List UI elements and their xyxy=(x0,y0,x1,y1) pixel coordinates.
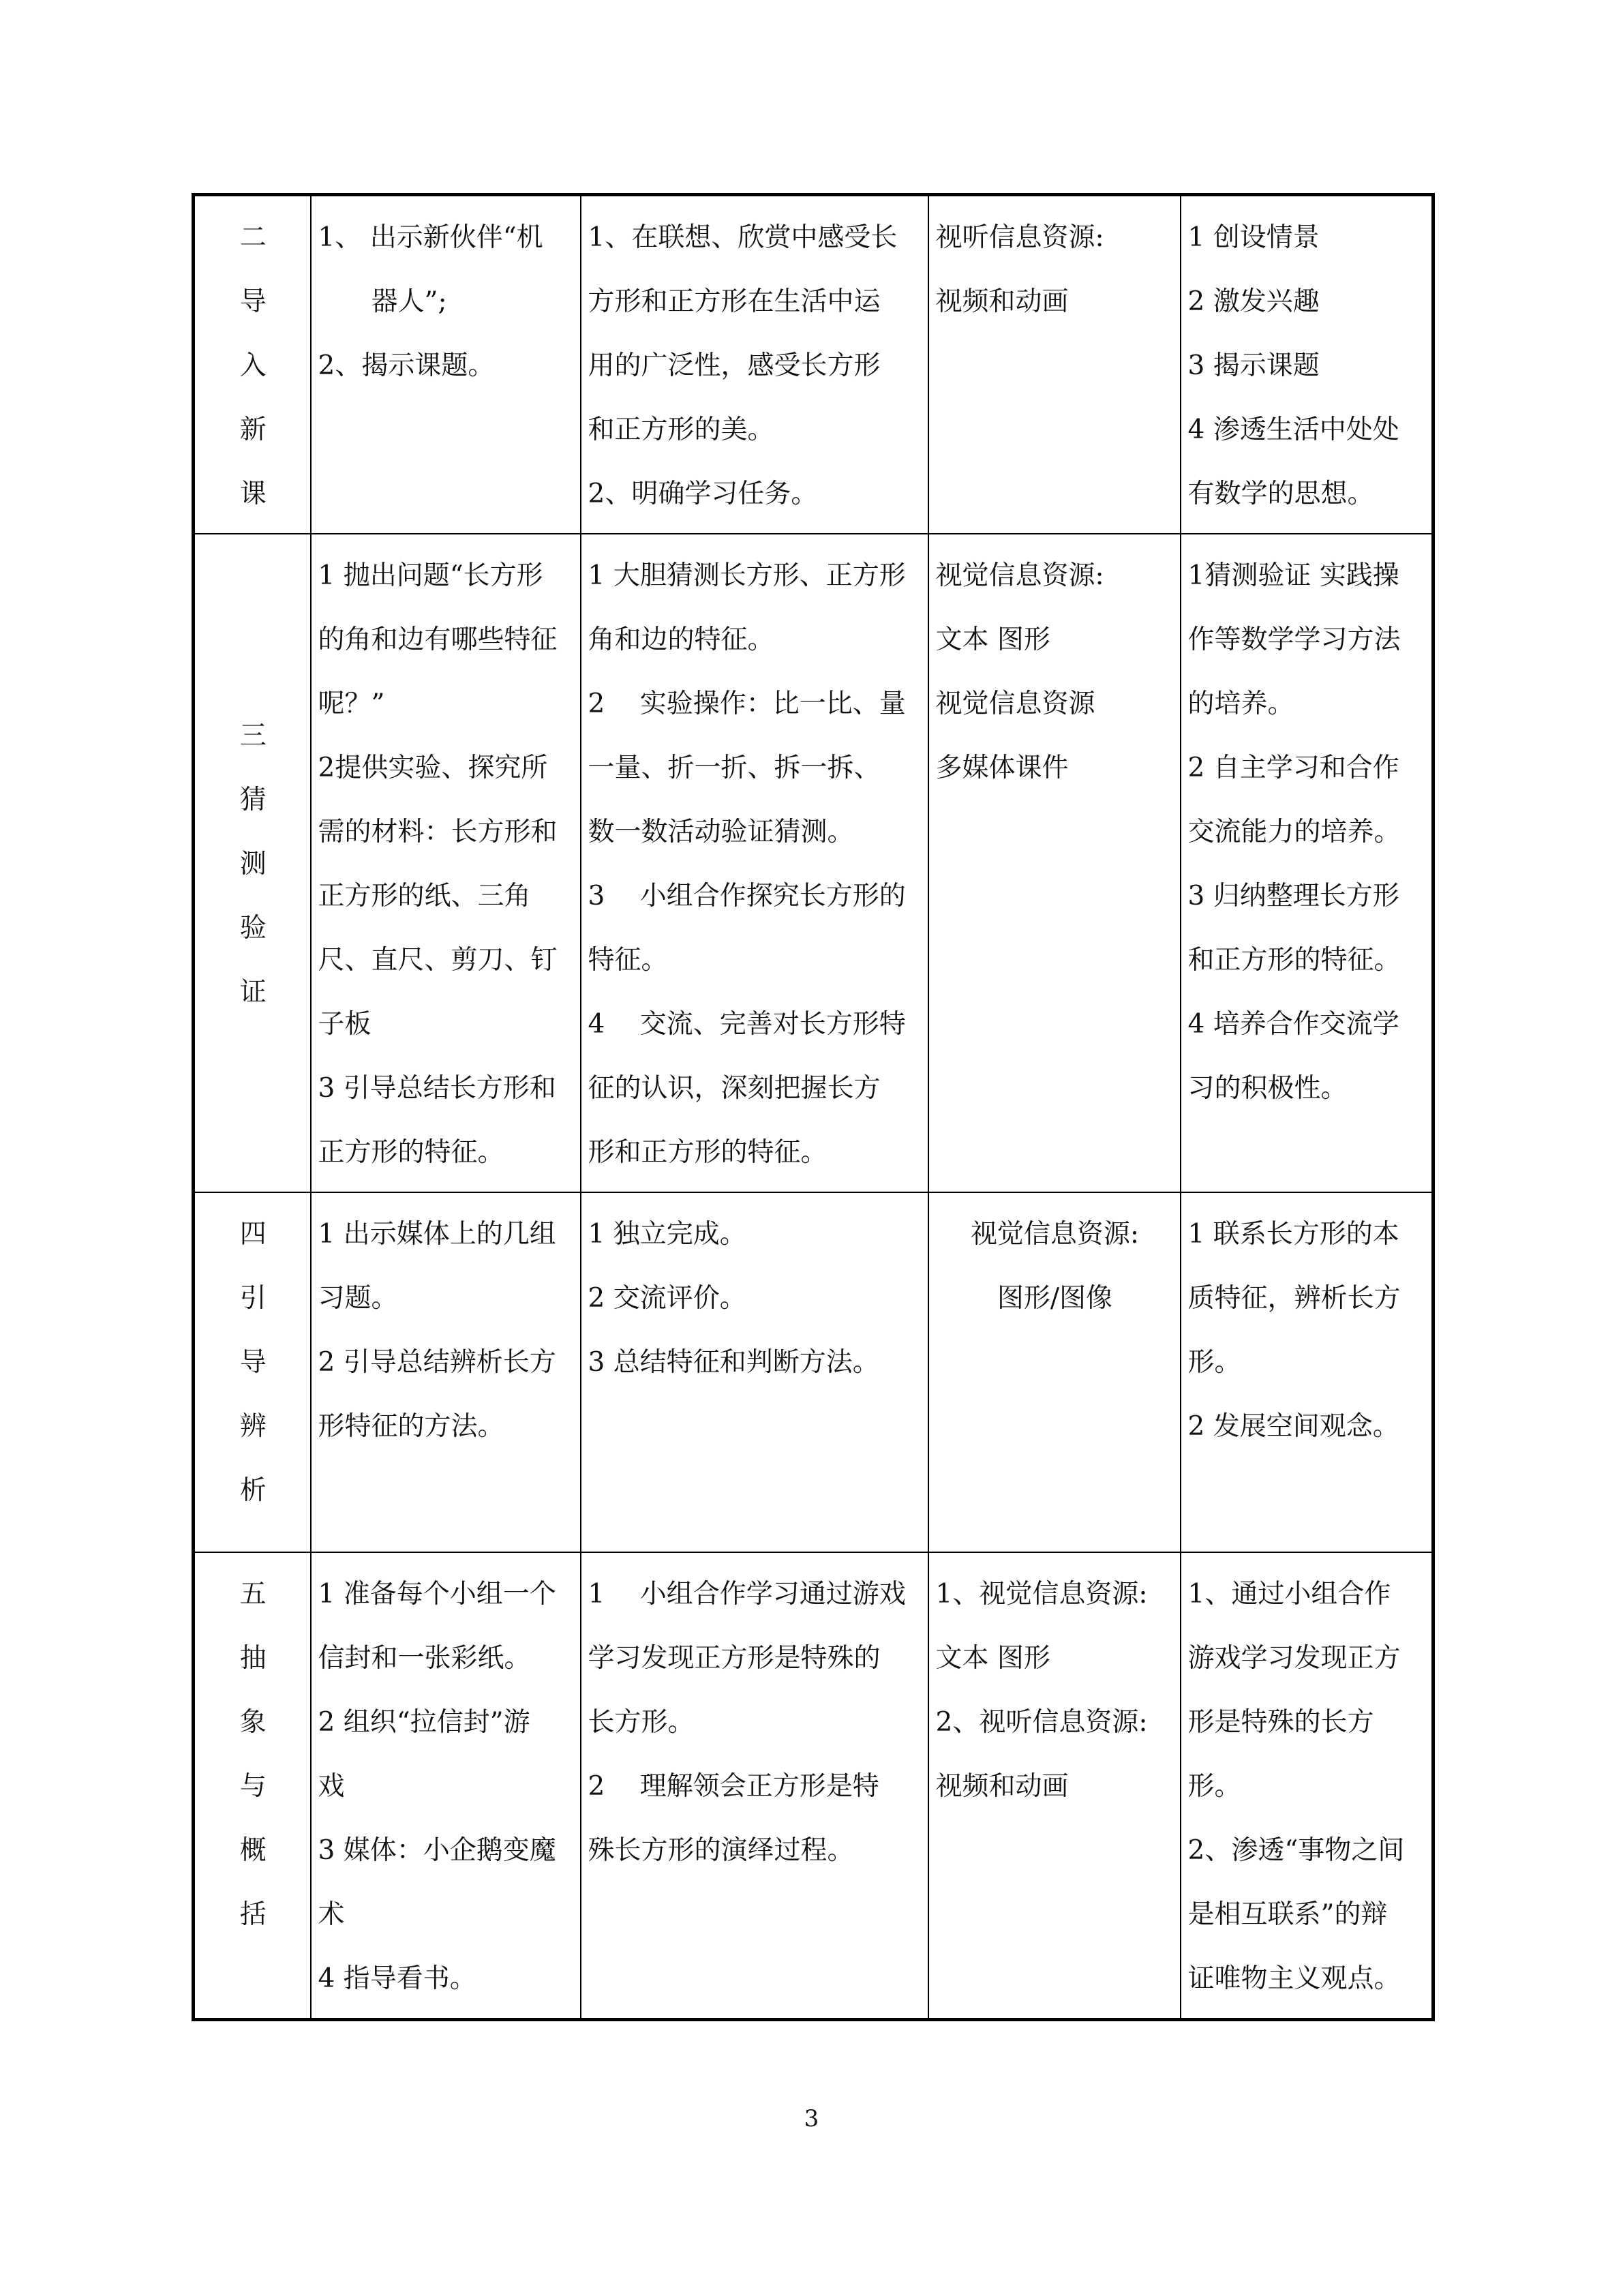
teacher-activity-cell xyxy=(311,1552,581,2020)
student-line: 学习发现正方形是特殊的 xyxy=(588,1643,881,1674)
purpose-line: 证唯物主义观点。 xyxy=(1187,1963,1401,1994)
student-line: 角和边的特征。 xyxy=(588,624,774,655)
student-line: 1 小组合作学习通过游戏 xyxy=(588,1579,906,1610)
stage-char: 辨 xyxy=(239,1411,267,1442)
lesson-plan-table xyxy=(192,193,1435,2021)
purpose-line: 1、通过小组合作 xyxy=(1187,1579,1391,1610)
stage-char: 课 xyxy=(239,479,267,509)
teacher-line: 器人”; xyxy=(318,286,447,317)
design-purpose-cell xyxy=(1181,1192,1434,1552)
media-line: 多媒体课件 xyxy=(935,753,1069,783)
stage-char: 新 xyxy=(239,414,267,445)
student-line: 殊长方形的演绎过程。 xyxy=(588,1835,854,1866)
purpose-line: 形是特殊的长方 xyxy=(1187,1707,1374,1738)
teacher-line: 2 组织“拉信封”游 xyxy=(318,1707,530,1738)
media-line: 视频和动画 xyxy=(935,1771,1069,1802)
teacher-line: 正方形的特征。 xyxy=(318,1137,504,1168)
student-line: 数一数活动验证猜测。 xyxy=(588,817,854,847)
stage-cell xyxy=(194,1552,311,2020)
purpose-line: 是相互联系”的辩 xyxy=(1187,1899,1388,1930)
design-purpose-cell xyxy=(1181,195,1434,534)
stage-cell xyxy=(194,534,311,1192)
row-guess-verify xyxy=(194,534,1434,1192)
stage-char: 引 xyxy=(239,1283,267,1314)
student-line: 方形和正方形在生活中运 xyxy=(588,286,881,317)
student-line: 4 交流、完善对长方形特 xyxy=(588,1009,906,1040)
media-line: 1、视觉信息资源: xyxy=(935,1579,1148,1610)
student-activity-cell xyxy=(581,195,928,534)
stage-char: 与 xyxy=(239,1771,267,1802)
student-line: 2 交流评价。 xyxy=(588,1283,746,1314)
stage-char: 象 xyxy=(239,1707,267,1738)
media-line: 文本 图形 xyxy=(935,624,1050,655)
media-line: 图形/图像 xyxy=(997,1283,1113,1314)
teacher-activity-cell xyxy=(311,1192,581,1552)
teacher-line: 的角和边有哪些特征 xyxy=(318,624,558,655)
student-line: 1 独立完成。 xyxy=(588,1219,746,1250)
purpose-line: 1 联系长方形的本 xyxy=(1187,1219,1399,1250)
student-activity-cell xyxy=(581,534,928,1192)
teacher-activity-cell xyxy=(311,195,581,534)
student-line: 1 大胆猜测长方形、正方形 xyxy=(588,560,906,591)
stage-char: 二 xyxy=(239,222,267,253)
purpose-line: 质特征，辨析长方 xyxy=(1187,1283,1401,1314)
student-line: 1、在联想、欣赏中感受长 xyxy=(588,222,898,253)
teacher-line: 正方形的纸、三角 xyxy=(318,881,531,911)
teacher-line: 4 指导看书。 xyxy=(318,1963,476,1994)
purpose-line: 2 发展空间观念。 xyxy=(1187,1411,1399,1442)
teacher-line: 2、揭示课题。 xyxy=(318,350,495,381)
student-line: 2、明确学习任务。 xyxy=(588,479,818,509)
row-abstraction xyxy=(194,1552,1434,2020)
design-purpose-cell xyxy=(1181,1552,1434,2020)
teacher-line: 呢？” xyxy=(318,689,385,719)
row-intro xyxy=(194,195,1434,534)
purpose-line: 2 激发兴趣 xyxy=(1187,286,1320,317)
design-purpose-cell xyxy=(1181,534,1434,1192)
student-line: 征的认识，深刻把握长方 xyxy=(588,1073,881,1104)
purpose-line: 4 培养合作交流学 xyxy=(1187,1009,1399,1040)
teacher-line: 1、 出示新伙伴“机 xyxy=(318,222,543,253)
purpose-line: 游戏学习发现正方 xyxy=(1187,1643,1401,1674)
teacher-line: 戏 xyxy=(318,1771,345,1802)
stage-char: 猜 xyxy=(239,785,267,815)
media-line: 视觉信息资源 xyxy=(935,689,1095,719)
teacher-line: 1 出示媒体上的几组 xyxy=(318,1219,556,1250)
media-line: 视觉信息资源: xyxy=(970,1219,1140,1250)
purpose-line: 习的积极性。 xyxy=(1187,1073,1348,1104)
stage-char: 抽 xyxy=(239,1643,267,1674)
media-line: 视频和动画 xyxy=(935,286,1069,317)
purpose-line: 形。 xyxy=(1187,1771,1241,1802)
purpose-line: 形。 xyxy=(1187,1347,1241,1378)
stage-char: 导 xyxy=(239,286,267,317)
stage-char: 导 xyxy=(239,1347,267,1378)
student-line: 2 理解领会正方形是特 xyxy=(588,1771,879,1802)
stage-cell xyxy=(194,195,311,534)
purpose-line: 1猜测验证 实践操 xyxy=(1187,560,1399,591)
media-line: 文本 图形 xyxy=(935,1643,1050,1674)
media-resource-cell xyxy=(928,195,1181,534)
media-resource-cell xyxy=(928,1552,1181,2020)
teacher-line: 子板 xyxy=(318,1009,371,1040)
purpose-line: 2 自主学习和合作 xyxy=(1187,753,1399,783)
student-activity-cell xyxy=(581,1552,928,2020)
media-resource-cell xyxy=(928,534,1181,1192)
media-line: 视觉信息资源: xyxy=(935,560,1104,591)
purpose-line: 2、渗透“事物之间 xyxy=(1187,1835,1405,1866)
media-line: 视听信息资源: xyxy=(935,222,1104,253)
student-line: 一量、折一折、拆一拆、 xyxy=(588,753,881,783)
stage-char: 概 xyxy=(239,1835,267,1866)
purpose-line: 4 渗透生活中处处 xyxy=(1187,414,1399,445)
stage-char: 测 xyxy=(239,849,267,879)
student-line: 2 实验操作：比一比、量 xyxy=(588,689,906,719)
teacher-line: 术 xyxy=(318,1899,345,1930)
page-number: 3 xyxy=(804,2105,819,2132)
stage-char: 三 xyxy=(239,721,267,751)
teacher-activity-cell xyxy=(311,534,581,1192)
teacher-line: 习题。 xyxy=(318,1283,398,1314)
teacher-line: 1 准备每个小组一个 xyxy=(318,1579,556,1610)
student-line: 形和正方形的特征。 xyxy=(588,1137,828,1168)
purpose-line: 3 揭示课题 xyxy=(1187,350,1320,381)
stage-char: 析 xyxy=(239,1475,267,1506)
stage-cell xyxy=(194,1192,311,1552)
purpose-line: 作等数学学习方法 xyxy=(1187,624,1401,655)
purpose-line: 1 创设情景 xyxy=(1187,222,1320,253)
teacher-line: 需的材料：长方形和 xyxy=(318,817,558,847)
teacher-line: 2 引导总结辨析长方 xyxy=(318,1347,556,1378)
stage-char: 证 xyxy=(239,977,267,1008)
media-line: 2、视听信息资源: xyxy=(935,1707,1148,1738)
student-line: 3 总结特征和判断方法。 xyxy=(588,1347,879,1378)
purpose-line: 有数学的思想。 xyxy=(1187,479,1374,509)
student-line: 长方形。 xyxy=(588,1707,695,1738)
student-line: 特征。 xyxy=(588,945,668,976)
purpose-line: 和正方形的特征。 xyxy=(1187,945,1401,976)
stage-char: 五 xyxy=(239,1579,267,1610)
student-activity-cell xyxy=(581,1192,928,1552)
teacher-line: 1 抛出问题“长方形 xyxy=(318,560,543,591)
purpose-line: 3 归纳整理长方形 xyxy=(1187,881,1399,911)
student-line: 用的广泛性，感受长方形 xyxy=(588,350,881,381)
teacher-line: 3 引导总结长方形和 xyxy=(318,1073,556,1104)
purpose-line: 的培养。 xyxy=(1187,689,1294,719)
teacher-line: 尺、直尺、剪刀、钉 xyxy=(318,945,558,976)
teacher-line: 形特征的方法。 xyxy=(318,1411,504,1442)
row-guided-analysis xyxy=(194,1192,1434,1552)
teacher-line: 信封和一张彩纸。 xyxy=(318,1643,531,1674)
student-line: 和正方形的美。 xyxy=(588,414,774,445)
stage-char: 四 xyxy=(239,1219,267,1250)
stage-char: 入 xyxy=(239,350,267,381)
teacher-line: 2提供实验、探究所 xyxy=(318,753,548,783)
teacher-line: 3 媒体：小企鹅变魔 xyxy=(318,1835,556,1866)
purpose-line: 交流能力的培养。 xyxy=(1187,817,1401,847)
student-line: 3 小组合作探究长方形的 xyxy=(588,881,906,911)
media-resource-cell xyxy=(928,1192,1181,1552)
stage-char: 括 xyxy=(239,1899,267,1930)
stage-char: 验 xyxy=(239,913,267,943)
